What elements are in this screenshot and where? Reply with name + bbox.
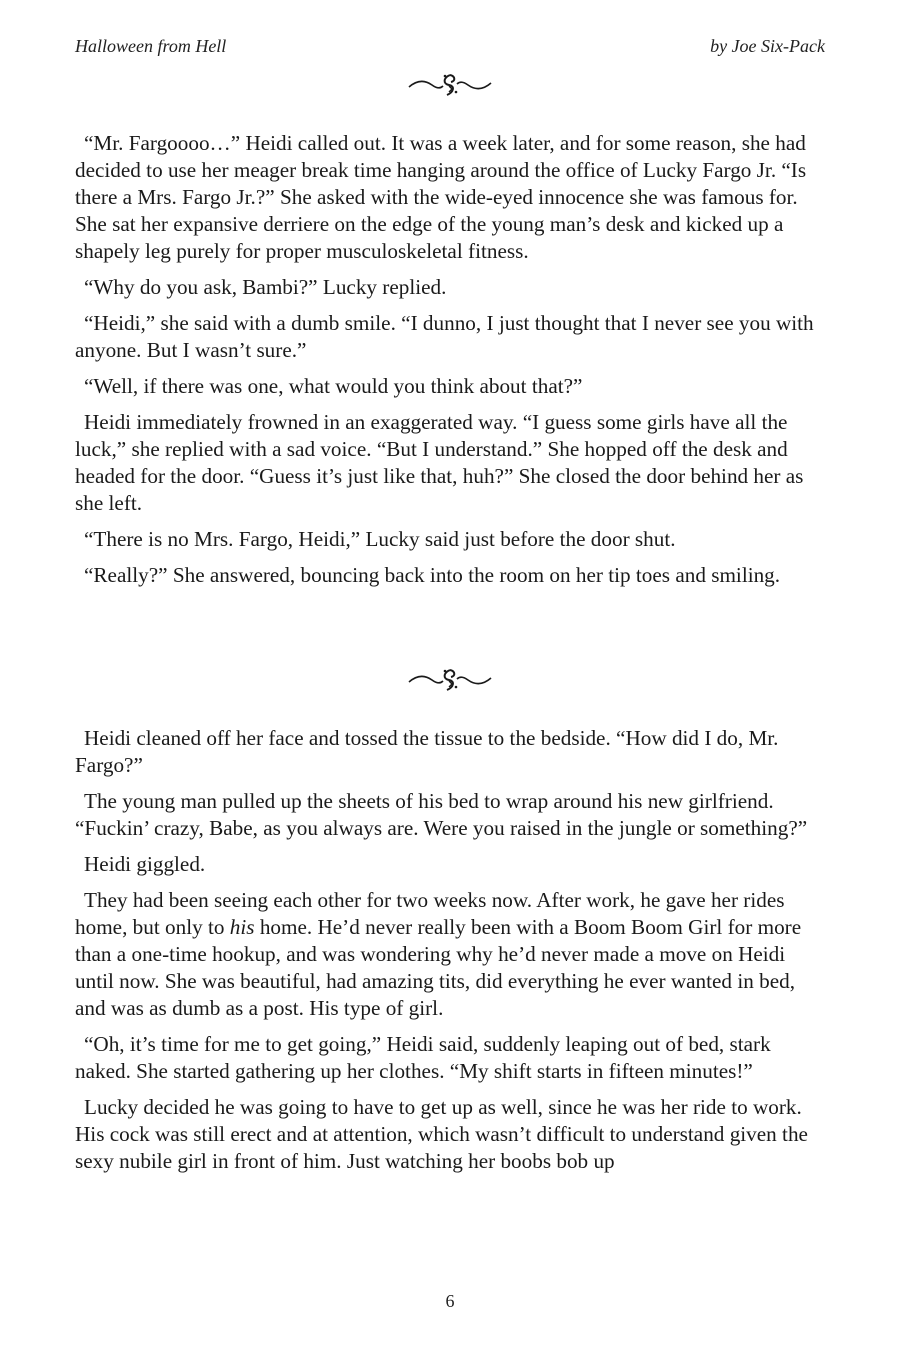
- paragraph: “Why do you ask, Bambi?” Lucky replied.: [84, 275, 447, 299]
- emphasis-text: his: [229, 915, 255, 939]
- paragraph: “Oh, it’s time for me to get going,” Heidi said, suddenly leaping out of bed, stark naked. She started gathering up her clothes. “My shift starts in fifteen minutes!”: [75, 1032, 771, 1083]
- paragraph: “Really?” She answered, bouncing back into the room on her tip toes and smiling.: [84, 563, 781, 587]
- running-header: [75, 36, 825, 57]
- paragraph: Heidi immediately frowned in an exaggerated way. “I guess some girls have all the luck,” she replied with a sad voice. “But I understand.” She hopped off the desk and headed for the door. “Guess it’s just like that, huh?” She closed the door behind her as she left.: [75, 410, 804, 515]
- paragraph: The young man pulled up the sheets of his bed to wrap around his new girlfriend. “Fuckin’ crazy, Babe, as you always are. Were you raised in the jungle or something?”: [75, 789, 808, 840]
- text-run: home. He’d never really been with a Boom Boom Girl for more than a one-time hookup, and was wondering why he’d never made a move on Heidi until now. She was beautiful, had amazing tits, did everything he ever wanted in bed, and was as dumb as a post. His type of girl.: [75, 915, 802, 1020]
- paragraph: Lucky decided he was going to have to get up as well, since he was her ride to work. His cock was still erect and at attention, which wasn’t difficult to understand given the sexy nubile girl in front of him. Just watching her boobs bob up: [75, 1095, 808, 1173]
- paragraph: [75, 887, 827, 1022]
- section-two-text: [75, 725, 827, 1184]
- section-one-text: [75, 130, 827, 598]
- paragraph: “There is no Mrs. Fargo, Heidi,” Lucky said just before the door shut.: [84, 527, 676, 551]
- paragraph: “Heidi,” she said with a dumb smile. “I dunno, I just thought that I never see you with anyone. But I wasn’t sure.”: [75, 311, 814, 362]
- paragraph: “Well, if there was one, what would you think about that?”: [84, 374, 583, 398]
- text-run: They had been seeing each other for two weeks now. After work, he gave her rides home, but only to: [75, 888, 785, 939]
- book-title: Halloween from Hell: [75, 36, 227, 56]
- author-credit: by Joe Six-Pack: [710, 36, 825, 56]
- paragraph: Heidi giggled.: [84, 852, 206, 876]
- paragraph: “Mr. Fargoooo…” Heidi called out. It was a week later, and for some reason, she had decided to use her meager break time hanging around the office of Lucky Fargo Jr. “Is there a Mrs. Fargo Jr.?” She asked with the wide-eyed innocence she was famous for. She sat her expansive derriere on the edge of the young man’s desk and kicked up a shapely leg purely for proper musculoskeletal fitness.: [75, 131, 807, 263]
- page-number: 6: [445, 1291, 455, 1311]
- fleuron-divider-icon: [405, 70, 495, 100]
- fleuron-divider-icon: [405, 665, 495, 695]
- paragraph: Heidi cleaned off her face and tossed the tissue to the bedside. “How did I do, Mr. Fargo?”: [75, 726, 779, 777]
